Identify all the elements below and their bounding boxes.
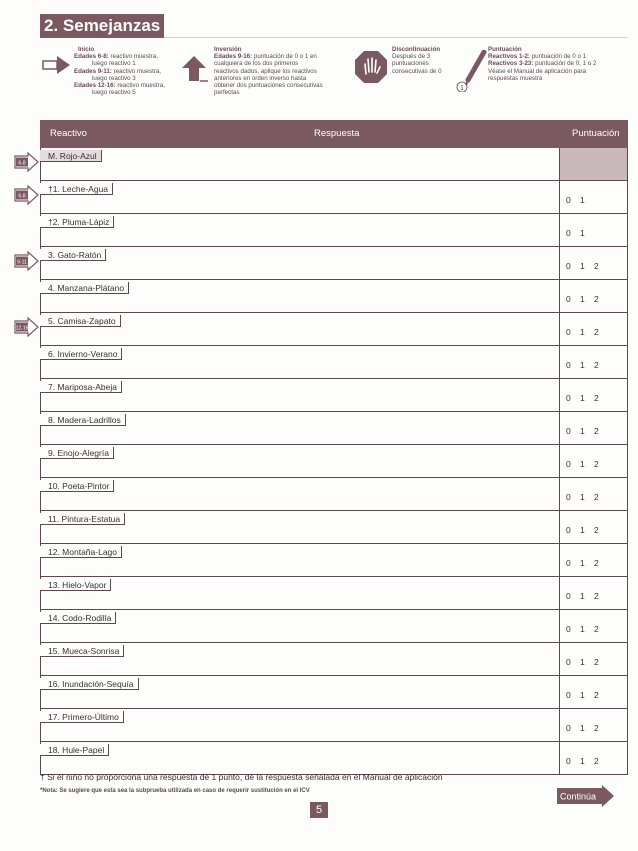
score-option[interactable]: 0: [566, 195, 571, 205]
table-row: [40, 247, 628, 280]
score-cell[interactable]: [560, 148, 628, 181]
score-option[interactable]: 2: [594, 525, 599, 535]
score-option[interactable]: 2: [594, 657, 599, 667]
reverse-line-text: anteriores en orden inverso hasta: [214, 74, 307, 82]
score-options: [566, 327, 608, 337]
score-options: [566, 723, 608, 733]
item-label: 16. Inundación-Sequía: [40, 678, 139, 690]
score-option[interactable]: 1: [580, 459, 585, 469]
table-row: [40, 676, 628, 709]
score-option[interactable]: 1: [580, 228, 585, 238]
table-row: [40, 214, 628, 247]
score-options: [566, 195, 594, 205]
score-option[interactable]: 2: [594, 591, 599, 601]
response-field[interactable]: [40, 610, 560, 643]
score-option[interactable]: 1: [580, 294, 585, 304]
item-label: 9. Enojo-Alegría: [40, 447, 114, 459]
score-option[interactable]: 0: [566, 690, 571, 700]
table-row: [40, 610, 628, 643]
reverse-line-text: reactivos dados, aplique los reactivos: [214, 67, 317, 75]
response-field[interactable]: [40, 181, 560, 214]
scoring-line: [488, 75, 628, 82]
table-header: [40, 120, 628, 148]
item-label: 4. Manzana-Plátano: [40, 282, 129, 294]
start-line-bold: Edades 6-8:: [74, 53, 109, 61]
score-option[interactable]: 0: [566, 723, 571, 733]
score-option[interactable]: 2: [594, 327, 599, 337]
title-rule: [164, 37, 628, 38]
score-option[interactable]: 1: [580, 492, 585, 502]
discontinue-line-text: consecutivas de 0: [392, 67, 442, 75]
score-option[interactable]: 0: [566, 261, 571, 271]
score-option[interactable]: 2: [594, 261, 599, 271]
score-option[interactable]: 0: [566, 591, 571, 601]
start-line-bold: Edades 12-16:: [74, 82, 116, 90]
start-line-text: luego reactivo 5: [92, 89, 136, 97]
scoring-line: [488, 68, 628, 75]
age-start-marker: [14, 185, 40, 210]
scoring-heading: Puntuación: [488, 46, 522, 53]
response-field[interactable]: [40, 214, 560, 247]
item-label: 3. Gato-Ratón: [40, 249, 106, 261]
age-start-marker: [14, 251, 40, 276]
score-option[interactable]: 2: [594, 294, 599, 304]
score-option[interactable]: 2: [594, 426, 599, 436]
start-line: [74, 82, 174, 89]
discontinue-line-text: Después de 3: [392, 53, 431, 61]
table-row: [40, 148, 628, 181]
age-marker-label: 6-8: [18, 160, 26, 167]
score-option[interactable]: 0: [566, 294, 571, 304]
response-field[interactable]: [40, 742, 560, 775]
age-start-marker: [14, 152, 40, 177]
score-options: [566, 756, 608, 766]
score-option[interactable]: 0: [566, 558, 571, 568]
score-option[interactable]: 0: [566, 426, 571, 436]
score-option[interactable]: 1: [580, 360, 585, 370]
score-option[interactable]: 1: [580, 393, 585, 403]
score-option[interactable]: 1: [580, 723, 585, 733]
scoring-line-text: respuestas muestra: [488, 74, 543, 82]
score-options: [566, 426, 608, 436]
discontinue-heading: Discontinuación: [392, 46, 441, 53]
reverse-line-text: perfectas: [214, 89, 240, 97]
score-option[interactable]: 0: [566, 492, 571, 502]
stop-hand-icon: [354, 50, 388, 89]
score-option[interactable]: 1: [580, 591, 585, 601]
score-option[interactable]: 2: [594, 624, 599, 634]
start-line-text: reactivo muestra,: [108, 53, 158, 61]
score-option[interactable]: 2: [594, 690, 599, 700]
score-options: [566, 228, 594, 238]
table-row: [40, 577, 628, 610]
age-start-marker: [14, 317, 40, 342]
score-option[interactable]: 0: [566, 624, 571, 634]
score-option[interactable]: 1: [580, 657, 585, 667]
score-options: [566, 657, 608, 667]
footnote: † Si el niño no proporciona una respuesta de 1 punto, dé la respuesta señalada en el Manual de aplicación: [40, 772, 443, 782]
score-option[interactable]: 1: [580, 525, 585, 535]
score-option[interactable]: 2: [594, 459, 599, 469]
section-title: 2. Semejanzas: [40, 14, 164, 38]
reverse-line: [214, 68, 354, 75]
table-row: [40, 181, 628, 214]
score-option[interactable]: 1: [580, 690, 585, 700]
reverse-line: [214, 89, 354, 96]
start-line: [74, 89, 174, 96]
reverse-heading: Inversión: [214, 46, 242, 53]
reverse-line-text: obtener dos puntuaciones consecutivas: [214, 82, 323, 90]
score-option[interactable]: 2: [594, 756, 599, 766]
score-options: [566, 261, 608, 271]
score-option[interactable]: 0: [566, 459, 571, 469]
score-option[interactable]: 0: [566, 228, 571, 238]
item-label: 12. Montaña-Lago: [40, 546, 122, 558]
reverse-line-text: cualquiera de los dos primeros: [214, 60, 299, 68]
item-label: 5. Camisa-Zapato: [40, 315, 121, 327]
start-arrow-icon: [42, 54, 72, 81]
score-options: [566, 558, 608, 568]
age-marker-label: 6-8: [18, 193, 26, 200]
score-options: [566, 525, 608, 535]
response-table: [40, 120, 628, 775]
score-option[interactable]: 2: [594, 393, 599, 403]
start-line-text: luego reactivo 1: [92, 60, 136, 68]
score-option[interactable]: 1: [580, 195, 585, 205]
pencil-number: 1: [460, 85, 464, 92]
pencil-icon: [448, 50, 488, 97]
table-row: [40, 643, 628, 676]
table-row: [40, 478, 628, 511]
discontinue-line-text: puntuaciones: [392, 60, 429, 68]
score-option[interactable]: 2: [594, 723, 599, 733]
score-option[interactable]: 1: [580, 624, 585, 634]
scoring-line-bold: Reactivos 1-2:: [488, 53, 530, 61]
table-row: [40, 544, 628, 577]
score-options: [566, 624, 608, 634]
age-marker-label: 9-11: [17, 259, 27, 266]
scoring-line: [488, 53, 628, 60]
item-label: 18. Hule-Papel: [40, 744, 109, 756]
scoring-line-text: puntuación de 0 o 1: [529, 53, 587, 61]
table-row: [40, 511, 628, 544]
reverse-arrow-icon: [180, 54, 210, 89]
start-line-text: luego reactivo 3: [92, 74, 136, 82]
table-row: [40, 346, 628, 379]
reverse-line-bold: Edades 9-16:: [214, 53, 253, 61]
header-score: Puntuación: [572, 128, 620, 139]
start-line-text: reactivo muestra,: [111, 67, 162, 75]
header-item: Reactivo: [50, 128, 87, 139]
header-response: Respuesta: [314, 128, 360, 139]
response-field[interactable]: [40, 247, 560, 280]
item-label: 14. Codo-Rodilla: [40, 612, 116, 624]
substitution-note: *Nota: Se sugiere que esta sea la subprueba utilizada en caso de requerir sustitución en el ICV: [40, 788, 310, 794]
scoring-line: [488, 60, 628, 67]
score-option[interactable]: 1: [580, 426, 585, 436]
item-label: 11. Pintura-Estatua: [40, 513, 125, 525]
table-row: [40, 742, 628, 775]
start-instructions: [74, 46, 174, 96]
response-field[interactable]: [40, 148, 560, 181]
item-label: 6. Invierno-Verano: [40, 348, 122, 360]
score-option[interactable]: 0: [566, 756, 571, 766]
response-field[interactable]: [40, 478, 560, 511]
reverse-line: [214, 82, 354, 89]
start-line: [74, 75, 174, 82]
reverse-line: [214, 53, 354, 60]
start-heading: Inicio: [78, 46, 95, 53]
item-label: 13. Hielo-Vapor: [40, 579, 111, 591]
score-option[interactable]: 0: [566, 525, 571, 535]
score-option[interactable]: 1: [580, 327, 585, 337]
score-option[interactable]: 0: [566, 657, 571, 667]
score-option[interactable]: 2: [594, 360, 599, 370]
score-option[interactable]: 0: [566, 327, 571, 337]
start-line: [74, 53, 174, 60]
score-options: [566, 360, 608, 370]
start-line-bold: Edades 9-11:: [74, 67, 112, 75]
reverse-line: [214, 75, 354, 82]
item-label: †2. Pluma-Lápiz: [40, 216, 114, 228]
score-options: [566, 393, 608, 403]
scoring-instructions: [488, 46, 628, 82]
item-label: †1. Leche-Agua: [40, 183, 113, 195]
score-option[interactable]: 2: [594, 492, 599, 502]
score-option[interactable]: 1: [580, 261, 585, 271]
start-line: [74, 60, 174, 67]
item-label: 15. Mueca-Sonrisa: [40, 645, 124, 657]
item-label: 17. Primero-Último: [40, 711, 124, 723]
scoring-line-text: Véase el Manual de aplicación para: [488, 67, 587, 75]
response-field[interactable]: [40, 577, 560, 610]
score-option[interactable]: 1: [580, 558, 585, 568]
score-options: [566, 690, 608, 700]
page-number: 5: [310, 802, 328, 818]
scoring-line-text: puntuación de 0, 1 o 2: [533, 60, 597, 68]
table-row: [40, 445, 628, 478]
table-row: [40, 709, 628, 742]
score-option[interactable]: 2: [594, 558, 599, 568]
score-options: [566, 492, 608, 502]
item-label: 10. Poeta-Pintor: [40, 480, 114, 492]
item-label: M. Rojo-Azul: [40, 150, 102, 162]
table-row: [40, 313, 628, 346]
age-marker-label: 12-16: [15, 325, 29, 332]
item-label: 7. Mariposa-Abeja: [40, 381, 122, 393]
table-row: [40, 379, 628, 412]
table-row: [40, 280, 628, 313]
continue-label: Continúa: [559, 791, 597, 802]
score-option[interactable]: 0: [566, 393, 571, 403]
response-field[interactable]: [40, 445, 560, 478]
scoring-line-bold: Reactivos 3-23:: [488, 60, 534, 68]
score-option[interactable]: 1: [580, 756, 585, 766]
reverse-line: [214, 60, 354, 67]
continue-arrow: [556, 784, 616, 813]
reverse-instructions: [214, 46, 354, 96]
reverse-line-text: puntuación de 0 o 1 en: [252, 53, 317, 61]
start-line-text: reactivo muestra,: [115, 82, 165, 90]
score-options: [566, 591, 608, 601]
score-options: [566, 459, 608, 469]
score-option[interactable]: 0: [566, 360, 571, 370]
table-row: [40, 412, 628, 445]
item-label: 8. Madera-Ladrillos: [40, 414, 126, 426]
score-options: [566, 294, 608, 304]
start-line: [74, 68, 174, 75]
